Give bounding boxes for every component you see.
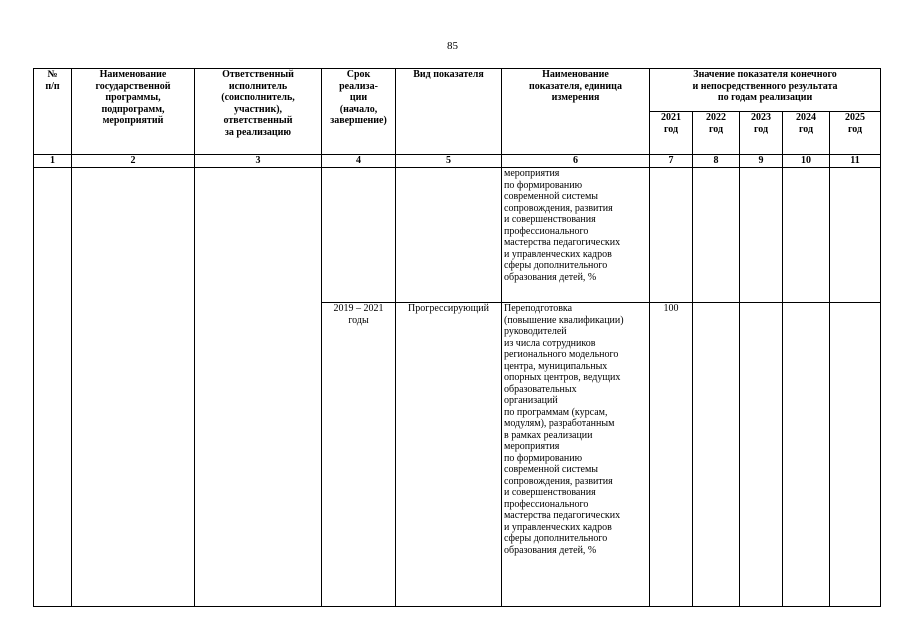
cell-term: 2019 – 2021 годы — [322, 303, 396, 607]
column-number: 4 — [322, 155, 396, 168]
header-values-group: Значение показателя конечного и непосредственного результата по годам реализации — [650, 69, 881, 112]
cell-value-2022 — [693, 168, 740, 303]
cell-value-2022 — [693, 303, 740, 607]
header-term: Срок реализа- ции (начало, завершение) — [322, 69, 396, 155]
header-year-2025: 2025 год — [830, 112, 881, 155]
column-number: 5 — [396, 155, 502, 168]
column-number: 2 — [72, 155, 195, 168]
header-name: Наименование государственной программы, подпрограмм, мероприятий — [72, 69, 195, 155]
cell-num — [34, 168, 72, 607]
cell-indicator-name: мероприятия по формированию современной системы сопровождения, развития и совершенствования профессионального мастерства педагогических и управленческих кадров сферы дополнительного образования детей, % — [502, 168, 650, 303]
cell-value-2023 — [740, 168, 783, 303]
cell-indicator-type: Прогрессирующий — [396, 303, 502, 607]
cell-indicator-name: Переподготовка (повышение квалификации) руководителей из числа сотрудников регионального модельного центра, муниципальных опорных центров, ведущих образовательных организаций по программам (курсам, модулям), разработанным в рамках реализации мероприятия по формированию современной системы сопровождения, развития и совершенствования профессионального мастерства педагогических и управленческих кадров сферы дополнительного образования детей, % — [502, 303, 650, 607]
header-num: № п/п — [34, 69, 72, 155]
header-year-2022: 2022 год — [693, 112, 740, 155]
header-year-2023: 2023 год — [740, 112, 783, 155]
header-year-2024: 2024 год — [783, 112, 830, 155]
column-number: 3 — [195, 155, 322, 168]
column-number: 7 — [650, 155, 693, 168]
cell-term — [322, 168, 396, 303]
cell-value-2024 — [783, 168, 830, 303]
indicators-table — [33, 68, 881, 607]
column-numbers-row — [34, 155, 881, 168]
header-indicator-name: Наименование показателя, единица измерения — [502, 69, 650, 155]
cell-program-name — [72, 168, 195, 607]
cell-value-2025 — [830, 303, 881, 607]
cell-value-2021 — [650, 168, 693, 303]
cell-value-2024 — [783, 303, 830, 607]
header-row — [34, 69, 881, 112]
cell-value-2023 — [740, 303, 783, 607]
column-number: 9 — [740, 155, 783, 168]
column-number: 6 — [502, 155, 650, 168]
header-year-2021: 2021 год — [650, 112, 693, 155]
cell-value-2021: 100 — [650, 303, 693, 607]
cell-executor — [195, 168, 322, 607]
header-indicator-type: Вид показателя — [396, 69, 502, 155]
column-number: 10 — [783, 155, 830, 168]
column-number: 1 — [34, 155, 72, 168]
cell-indicator-type — [396, 168, 502, 303]
column-number: 11 — [830, 155, 881, 168]
column-number: 8 — [693, 155, 740, 168]
cell-value-2025 — [830, 168, 881, 303]
header-executor: Ответственный исполнитель (соисполнитель, участник), ответственный за реализацию — [195, 69, 322, 155]
table-row — [34, 168, 881, 303]
page-number: 85 — [447, 40, 458, 52]
